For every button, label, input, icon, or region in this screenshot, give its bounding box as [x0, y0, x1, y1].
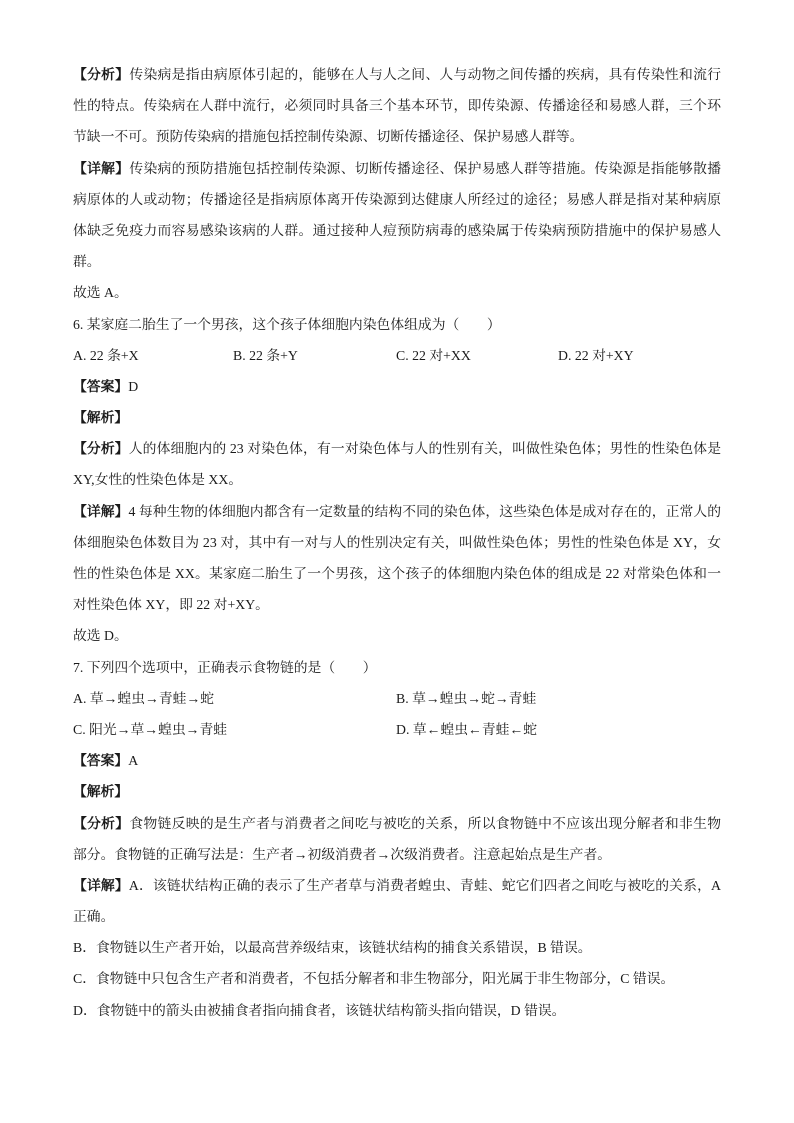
q6-options	[73, 340, 721, 371]
q6-detail-text: 4 每种生物的体细胞内都含有一定数量的结构不同的染色体，这些染色体是成对存在的，正常人的	[128, 503, 721, 519]
detail-label: 【详解】	[73, 877, 129, 893]
q5-detail-text: 体缺乏免疫力而容易感染该病的人群。通过接种人痘预防病毒的感染属于传染病预防措施中的保护易感人	[73, 222, 721, 238]
q7-detail-text: D．食物链中的箭头由被捕食者指向捕食者，该链状结构箭头指向错误，D 错误。	[73, 1002, 566, 1018]
q7-detail-line	[73, 963, 721, 994]
q5-detail-text: 群。	[73, 254, 101, 270]
q7-option-d: D. 草←蝗虫←青蛙←蛇	[396, 721, 538, 737]
q7-analysis-text: 部分。食物链的正确写法是：生产者→初级消费者→次级消费者。注意起始点是生产者。	[73, 846, 612, 862]
q6-detail-text: 性的性染色体是 XX。某家庭二胎生了一个男孩，这个孩子的体细胞内染色体的组成是 22 对常染色体和一	[73, 566, 721, 581]
q7-option-b: B. 草→蝗虫→蛇→青蛙	[396, 690, 537, 706]
q7-detail-line	[73, 901, 721, 932]
q7-answer-value: A	[128, 753, 139, 769]
explanation-label: 【解析】	[73, 410, 129, 426]
q6-option-c: C. 22 对+XX	[396, 347, 471, 363]
detail-label: 【详解】	[73, 503, 129, 519]
detail-label: 【详解】	[73, 160, 130, 176]
q6-analysis-text: 人的体细胞内的 23 对染色体，有一对染色体与人的性别有关，叫做性染色体；男性的性染色体是	[128, 441, 721, 457]
analysis-label: 【分析】	[73, 815, 130, 831]
q7-analysis-line	[73, 839, 721, 870]
q7-stem: 7. 下列四个选项中，正确表示食物链的是（ ）	[73, 659, 377, 675]
q7-detail-line	[73, 995, 721, 1026]
q6-detail-line	[73, 558, 721, 589]
q7-option-c: C. 阳光→草→蝗虫→青蛙	[73, 721, 228, 737]
q5-conclusion: 故选 A。	[73, 285, 128, 301]
q5-detail-line	[73, 184, 721, 215]
q7-options-row-2	[73, 714, 721, 745]
answer-label: 【答案】	[73, 753, 129, 769]
q5-detail-text: 病原体的人或动物；传播途径是指病原体离开传染源到达健康人所经过的途径；易感人群是指对某种病原	[73, 191, 721, 207]
q6-analysis-line	[73, 464, 721, 495]
q6-analysis-line	[73, 433, 721, 464]
q5-detail-line	[73, 246, 721, 277]
q7-answer	[73, 745, 721, 776]
document-page	[73, 59, 721, 1026]
q7-option-a: A. 草→蝗虫→青蛙→蛇	[73, 690, 215, 706]
q6-detail-line	[73, 496, 721, 527]
q7-options-row-1	[73, 683, 721, 714]
q7-detail-text: C．食物链中只包含生产者和消费者，不包括分解者和非生物部分，阳光属于非生物部分，C 错误。	[73, 971, 675, 987]
q5-analysis-line	[73, 90, 721, 121]
q6-answer-value: D	[128, 378, 139, 394]
q5-detail-text: 传染病的预防措施包括控制传染源、切断传播途径、保护易感人群等措施。传染源是指能够散播	[129, 160, 721, 176]
analysis-label: 【分析】	[73, 67, 130, 82]
q5-analysis-text: 节缺一不可。预防传染病的措施包括控制传染源、切断传播途径、保护易感人群等。	[73, 129, 584, 145]
q7-analysis-text: 食物链反映的是生产者与消费者之间吃与被吃的关系，所以食物链中不应该出现分解者和非生物	[129, 815, 721, 831]
answer-label: 【答案】	[73, 378, 129, 394]
q7-explanation-heading	[73, 776, 721, 807]
q6-detail-line	[73, 527, 721, 558]
q6-detail-text: 对性染色体 XY，即 22 对+XY。	[73, 597, 269, 613]
q5-detail-line	[73, 215, 721, 246]
q6-option-d: D. 22 对+XY	[558, 347, 634, 363]
q6-conclusion: 故选 D。	[73, 628, 128, 644]
q7-analysis-line	[73, 808, 721, 839]
q6-detail-line	[73, 589, 721, 620]
q6-detail-text: 体细胞染色体数目为 23 对，其中有一对与人的性别决定有关，叫做性染色体；男性的性染色体是 XY，女	[73, 534, 721, 550]
q5-analysis-text: 传染病是指由病原体引起的，能够在人与人之间、人与动物之间传播的疾病，具有传染性和流行	[129, 67, 721, 82]
q6-answer	[73, 371, 721, 402]
q6-analysis-text: XY,女性的性染色体是 XX。	[73, 472, 243, 488]
q7-detail-line	[73, 932, 721, 963]
explanation-label: 【解析】	[73, 784, 129, 800]
q7-detail-text: A．该链状结构正确的表示了生产者草与消费者蝗虫、青蛙、蛇它们四者之间吃与被吃的关系，A	[128, 877, 722, 893]
q6-stem: 6. 某家庭二胎生了一个男孩，这个孩子体细胞内染色体组成为（ ）	[73, 316, 501, 332]
q5-analysis-line	[73, 121, 721, 152]
q5-detail-line	[73, 153, 721, 184]
q7-detail-text: 正确。	[73, 909, 115, 925]
q6-option-b: B. 22 条+Y	[233, 347, 298, 363]
q7-detail-line	[73, 870, 721, 901]
q5-analysis-text: 性的特点。传染病在人群中流行，必须同时具备三个基本环节，即传染源、传播途径和易感人群，三个环	[73, 98, 721, 114]
analysis-label: 【分析】	[73, 441, 129, 457]
q6-explanation-heading	[73, 402, 721, 433]
q5-analysis-line	[73, 59, 721, 90]
q7-detail-text: B．食物链以生产者开始，以最高营养级结束，该链状结构的捕食关系错误，B 错误。	[73, 940, 592, 956]
q6-option-a: A. 22 条+X	[73, 347, 139, 363]
